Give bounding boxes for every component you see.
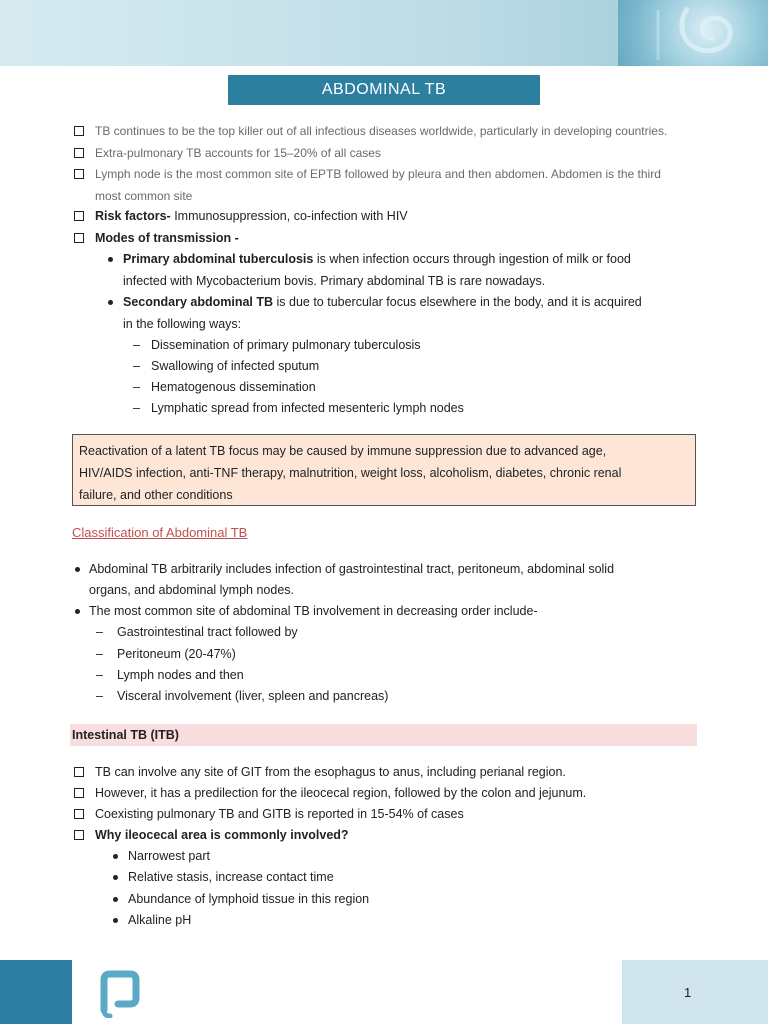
primary-tb-label: Primary abdominal tuberculosis	[123, 252, 314, 266]
primary-tb-text: is when infection occurs through ingestion of milk or food	[313, 252, 631, 266]
callout-line: Reactivation of a latent TB focus may be caused by immune suppression due to advanced age,	[79, 444, 607, 458]
bullet-icon	[75, 609, 80, 614]
bullet-icon	[113, 854, 118, 859]
itb-heading: Intestinal TB (ITB)	[72, 728, 179, 742]
secondary-tb-cont: in the following ways:	[123, 317, 242, 331]
itb-item: Coexisting pulmonary TB and GITB is reported in 15-54% of cases	[95, 807, 464, 821]
checkbox-icon	[74, 788, 84, 798]
intro-item: Lymph node is the most common site of EPTB followed by pleura and then abdomen. Abdomen is the third	[95, 167, 661, 181]
dash-icon: –	[133, 338, 140, 352]
itb-item: However, it has a predilection for the ileocecal region, followed by the colon and jejunum.	[95, 786, 587, 800]
bullet-icon	[113, 897, 118, 902]
dash-icon: –	[96, 625, 103, 639]
checkbox-icon	[74, 830, 84, 840]
checkbox-icon	[74, 767, 84, 777]
colon-icon	[90, 966, 146, 1023]
risk-factors-label: Risk factors-	[95, 209, 171, 223]
reason-item: Abundance of lymphoid tissue in this region	[128, 892, 370, 906]
way-item: Lymphatic spread from infected mesenteric lymph nodes	[151, 401, 464, 415]
bullet-icon	[108, 300, 113, 305]
risk-factors-text: Immunosuppression, co-infection with HIV	[170, 209, 408, 223]
reason-item: Narrowest part	[128, 849, 210, 863]
classification-bullet-cont: organs, and abdominal lymph nodes.	[89, 583, 294, 597]
footer-band	[72, 960, 622, 1024]
dash-icon: –	[133, 380, 140, 394]
intro-item: Extra-pulmonary TB accounts for 15–20% of all cases	[95, 146, 381, 160]
dash-icon: –	[133, 359, 140, 373]
itb-why-question: Why ileocecal area is commonly involved?	[95, 828, 349, 842]
primary-tb-cont: infected with Mycobacterium bovis. Primary abdominal TB is rare nowadays.	[123, 274, 546, 288]
bullet-icon	[113, 875, 118, 880]
way-item: Hematogenous dissemination	[151, 380, 316, 394]
bullet-icon	[108, 257, 113, 262]
classification-bullet: Abdominal TB arbitrarily includes infection of gastrointestinal tract, peritoneum, abdominal solid	[89, 562, 615, 576]
footer-page-block	[622, 960, 768, 1024]
anatomy-illustration	[618, 0, 768, 66]
secondary-tb-line	[123, 294, 642, 310]
site-item: Peritoneum (20-47%)	[117, 647, 236, 661]
callout-line: failure, and other conditions	[79, 488, 233, 502]
classification-bullet: The most common site of abdominal TB involvement in decreasing order include-	[89, 604, 538, 618]
modes-of-transmission-label: Modes of transmission -	[95, 231, 239, 245]
checkbox-icon	[74, 233, 84, 243]
dash-icon: –	[133, 401, 140, 415]
risk-factors-line	[95, 208, 408, 224]
bullet-icon	[113, 918, 118, 923]
secondary-tb-text: is due to tubercular focus elsewhere in the body, and it is acquired	[273, 295, 642, 309]
checkbox-icon	[74, 148, 84, 158]
way-item: Dissemination of primary pulmonary tuberculosis	[151, 338, 421, 352]
site-item: Lymph nodes and then	[117, 668, 244, 682]
checkbox-icon	[74, 211, 84, 221]
checkbox-icon	[74, 126, 84, 136]
bullet-icon	[75, 567, 80, 572]
primary-tb-line	[123, 251, 631, 267]
callout-line: HIV/AIDS infection, anti-TNF therapy, malnutrition, weight loss, alcoholism, diabetes, chronic renal	[79, 466, 622, 480]
dash-icon: –	[96, 668, 103, 682]
intro-item: TB continues to be the top killer out of all infectious diseases worldwide, particularly in developing countries.	[95, 124, 668, 138]
site-item: Visceral involvement (liver, spleen and pancreas)	[117, 689, 389, 703]
dash-icon: –	[96, 689, 103, 703]
secondary-tb-label: Secondary abdominal TB	[123, 295, 274, 309]
footer-accent-block	[0, 960, 72, 1024]
classification-heading: Classification of Abdominal TB	[72, 525, 248, 540]
checkbox-icon	[74, 809, 84, 819]
dash-icon: –	[96, 647, 103, 661]
way-item: Swallowing of infected sputum	[151, 359, 320, 373]
intro-item: most common site	[95, 189, 193, 203]
site-item: Gastrointestinal tract followed by	[117, 625, 298, 639]
page-title: ABDOMINAL TB	[228, 75, 540, 105]
page-number: 1	[684, 985, 692, 1000]
reason-item: Relative stasis, increase contact time	[128, 870, 334, 884]
reason-item: Alkaline pH	[128, 913, 192, 927]
itb-item: TB can involve any site of GIT from the esophagus to anus, including perianal region.	[95, 765, 566, 779]
checkbox-icon	[74, 169, 84, 179]
